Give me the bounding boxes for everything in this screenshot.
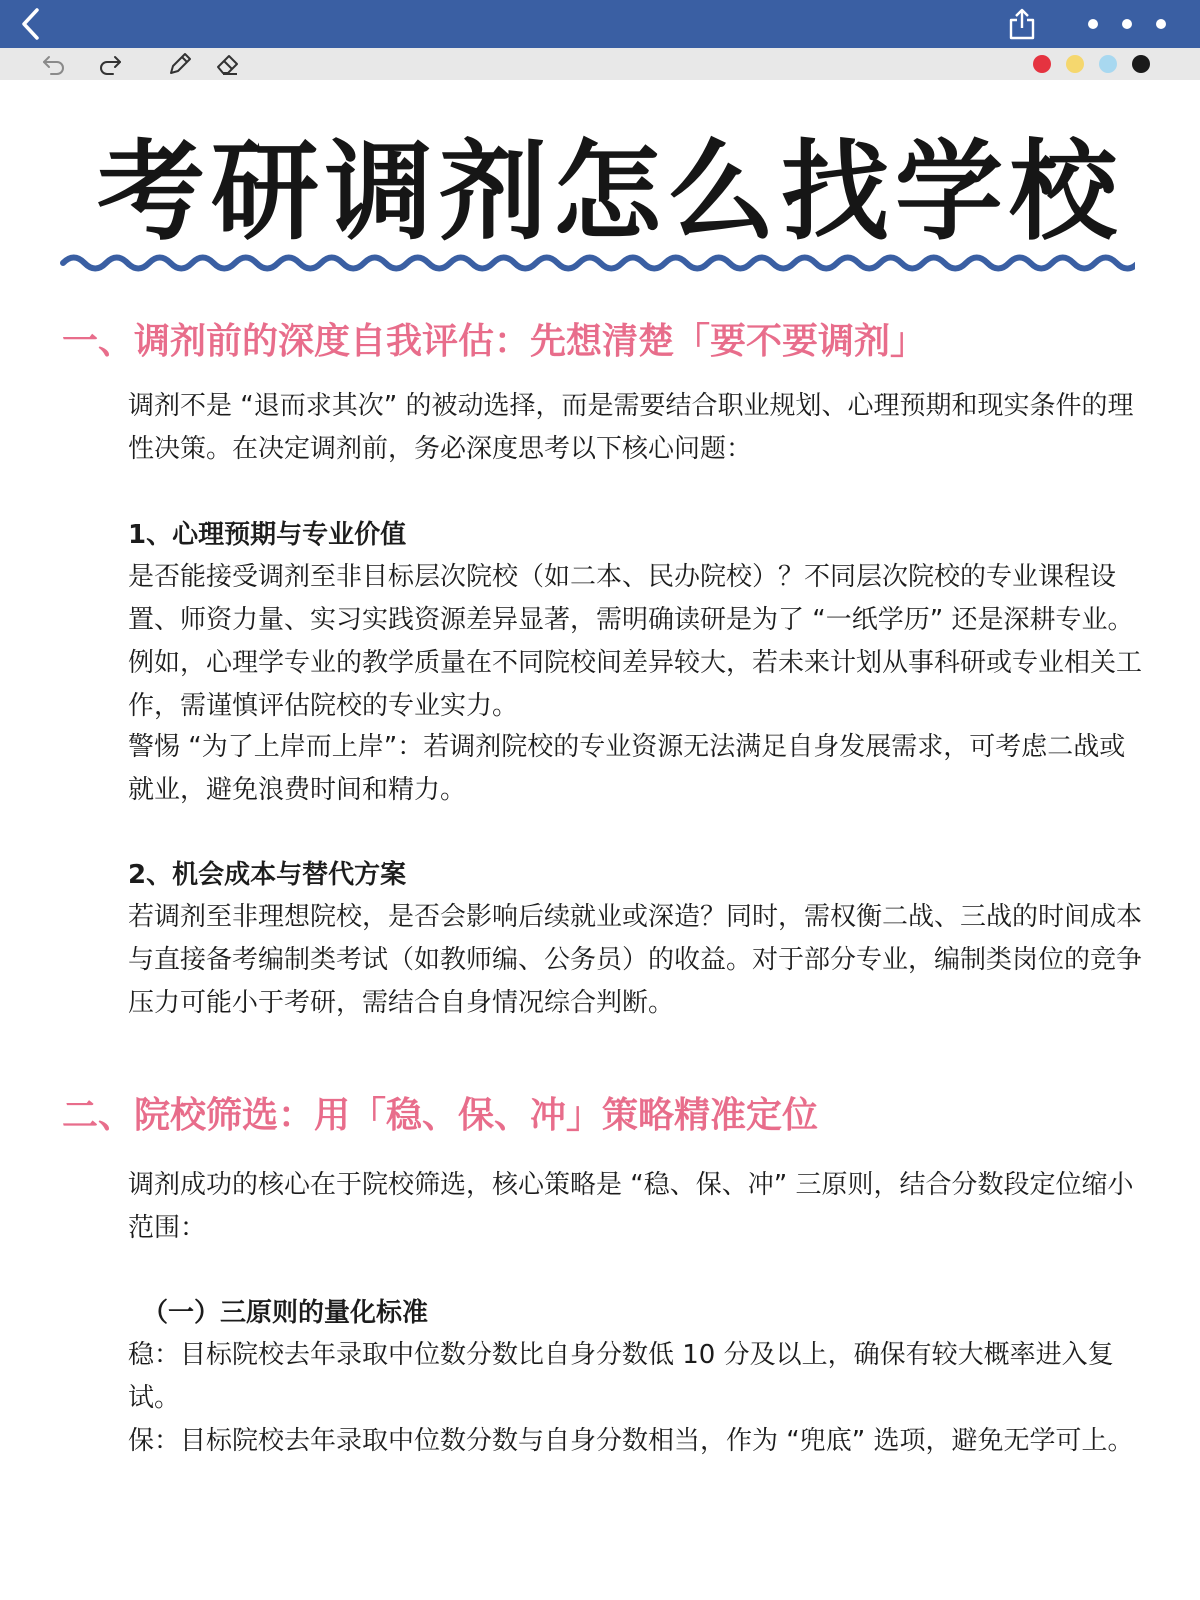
color-palette (1018, 48, 1150, 80)
eraser-icon (215, 51, 241, 77)
section-2-sub-1-paragraph-2: 保：目标院校去年录取中位数分数与自身分数相当，作为 “兜底” 选项，避免无学可上。 (128, 1426, 1134, 1456)
eraser-tool-button[interactable] (210, 48, 246, 80)
share-icon (1008, 8, 1036, 40)
color-swatch-blue[interactable] (1099, 55, 1117, 73)
redo-button[interactable] (92, 48, 128, 80)
more-menu-dot-1[interactable] (1088, 19, 1098, 29)
section-1-sub-1-paragraph-1: 是否能接受调剂至非目标层次院校（如二本、民办院校）？不同层次院校的专业课程设置、师资力量、实习实践资源差异显著，需明确读研是为了 “一纸学历” 还是深耕专业。例如，心理学专业的教学质量在不同院校间差异较大，若未来计划从事科研或专业相关工作，需谨慎评估院校的专业实力。 (128, 562, 1143, 721)
section-1-sub-1-paragraph-2: 警惕 “为了上岸而上岸”：若调剂院校的专业资源无法满足自身发展需求，可考虑二战或就业，避免浪费时间和精力。 (128, 732, 1126, 805)
section-1-intro: 调剂不是 “退而求其次” 的被动选择，而是需要结合职业规划、心理预期和现实条件的理性决策。在决定调剂前，务必深度思考以下核心问题： (128, 391, 1134, 464)
section-1-sub-2-title: 2、机会成本与替代方案 (128, 860, 407, 890)
section-2-sub-1-paragraph-1: 稳：目标院校去年录取中位数分数比自身分数低 10 分及以上，确保有较大概率进入复试。 (128, 1340, 1114, 1413)
pencil-icon (167, 51, 193, 77)
undo-button[interactable] (36, 48, 72, 80)
color-swatch-red[interactable] (1033, 55, 1051, 73)
section-1-heading: 一、调剂前的深度自我评估：先想清楚「要不要调剂」 (62, 321, 927, 362)
annotation-toolbar (0, 48, 1200, 80)
top-bar (0, 0, 1200, 48)
undo-icon (41, 53, 67, 75)
redo-icon (97, 53, 123, 75)
color-swatch-yellow[interactable] (1066, 55, 1084, 73)
color-swatch-black[interactable] (1132, 55, 1150, 73)
section-1-sub-2-paragraph-1: 若调剂至非理想院校，是否会影响后续就业或深造？同时，需权衡二战、三战的时间成本与直接备考编制类考试（如教师编、公务员）的收益。对于部分专业，编制类岗位的竞争压力可能小于考研，需结合自身情况综合判断。 (128, 902, 1143, 1018)
section-2-intro: 调剂成功的核心在于院校筛选，核心策略是 “稳、保、冲” 三原则，结合分数段定位缩小范围： (128, 1170, 1134, 1243)
document-page (0, 80, 1200, 1600)
section-2-heading: 二、院校筛选：用「稳、保、冲」策略精准定位 (62, 1095, 819, 1136)
more-menu-dot-2[interactable] (1122, 19, 1132, 29)
section-2-sub-1-title: （一）三原则的量化标准 (142, 1298, 429, 1328)
section-1-sub-1-title: 1、心理预期与专业价值 (128, 520, 407, 550)
chevron-left-icon (19, 7, 41, 41)
page-title: 考研调剂怎么找学校 (96, 130, 1123, 255)
more-menu-dot-3[interactable] (1156, 19, 1166, 29)
pen-tool-button[interactable] (162, 48, 198, 80)
title-wave-underline (60, 248, 1135, 278)
back-button[interactable] (0, 0, 60, 48)
share-button[interactable] (1002, 0, 1042, 48)
